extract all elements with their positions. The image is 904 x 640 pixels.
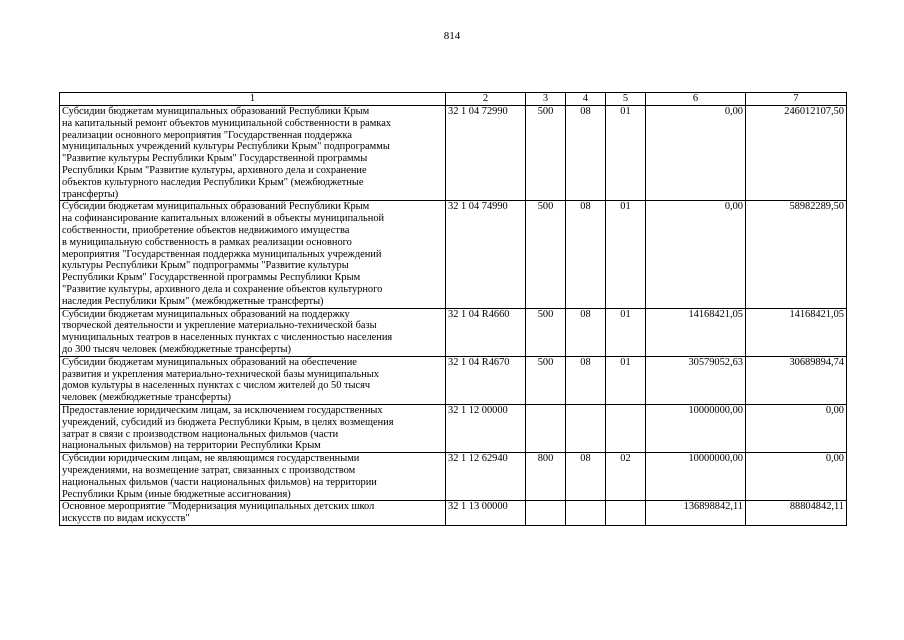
- table-row: [60, 501, 847, 526]
- row-description: [60, 308, 446, 356]
- description-line: национальных фильмов (части национальных фильмов) на территории: [62, 476, 377, 488]
- description-line: до 300 тысяч человек (межбюджетные трансферты): [62, 343, 291, 355]
- page-number: 814: [443, 30, 461, 42]
- description-line: творческой деятельности и укрепление материально-технической базы: [62, 320, 377, 332]
- amount-col6: 0,00: [646, 106, 746, 201]
- target-code: 32 1 12 62940: [446, 453, 526, 501]
- subsection: 01: [606, 308, 646, 356]
- table-header-row: [60, 93, 847, 106]
- target-code: 32 1 04 72990: [446, 106, 526, 201]
- table-row: [60, 201, 847, 308]
- budget-table: [59, 92, 847, 526]
- description-line: затрат в связи с производством национальных фильмов (части: [62, 428, 339, 440]
- header-cell: 6: [646, 93, 746, 106]
- description-line: муниципальных учреждений культуры Республики Крым" подпрограммы: [62, 141, 390, 153]
- description-line: домов культуры в населенных пунктах с числом жителей до 50 тысяч: [62, 380, 371, 392]
- expense-type: 500: [526, 356, 566, 404]
- description-line: учреждениями, на возмещение затрат, связанных с производством: [62, 464, 356, 476]
- amount-col6: 30579052,63: [646, 356, 746, 404]
- description-line: учреждений, субсидий из бюджета Республики Крым, в целях возмещения: [62, 416, 394, 428]
- table-row: [60, 356, 847, 404]
- target-code: 32 1 04 R4670: [446, 356, 526, 404]
- description-line: объектов культурного наследия Республики Крым" (межбюджетные: [62, 176, 364, 188]
- section: 08: [566, 106, 606, 201]
- subsection: 02: [606, 453, 646, 501]
- description-line: Субсидии юридическим лицам, не являющимся государственными: [62, 453, 360, 465]
- expense-type: 500: [526, 201, 566, 308]
- description-line: "Развитие культуры, архивного дела и сохранение объектов культурного: [62, 283, 383, 295]
- row-description: [60, 106, 446, 201]
- subsection: 01: [606, 356, 646, 404]
- description-line: Субсидии бюджетам муниципальных образований на обеспечение: [62, 356, 357, 368]
- amount-col6: 136898842,11: [646, 501, 746, 526]
- amount-col7: 246012107,50: [746, 106, 847, 201]
- description-line: на софинансирование капитальных вложений в объекты муниципальной: [62, 213, 385, 225]
- description-line: в муниципальную собственность в рамках реализации основного: [62, 236, 352, 248]
- amount-col7: 0,00: [746, 453, 847, 501]
- description-line: Предоставление юридическим лицам, за исключением государственных: [62, 404, 383, 416]
- description-line: Республики Крым "Развитие культуры, архивного дела и сохранение: [62, 164, 367, 176]
- amount-col7: 0,00: [746, 404, 847, 452]
- section: [566, 501, 606, 526]
- subsection: 01: [606, 201, 646, 308]
- description-line: собственности, приобретение объектов недвижимого имущества: [62, 224, 350, 236]
- row-description: [60, 404, 446, 452]
- description-line: Субсидии бюджетам муниципальных образований Республики Крым: [62, 201, 370, 213]
- amount-col7: 58982289,50: [746, 201, 847, 308]
- header-cell: 2: [446, 93, 526, 106]
- section: 08: [566, 201, 606, 308]
- amount-col7: 30689894,74: [746, 356, 847, 404]
- expense-type: 500: [526, 106, 566, 201]
- amount-col7: 88804842,11: [746, 501, 847, 526]
- amount-col7: 14168421,05: [746, 308, 847, 356]
- row-description: [60, 453, 446, 501]
- table-row: [60, 404, 847, 452]
- expense-type: 500: [526, 308, 566, 356]
- description-line: "Развитие культуры Республики Крым" Государственной программы: [62, 153, 368, 165]
- amount-col6: 14168421,05: [646, 308, 746, 356]
- section: 08: [566, 453, 606, 501]
- description-line: Республики Крым (иные бюджетные ассигнования): [62, 488, 291, 500]
- section: [566, 404, 606, 452]
- subsection: 01: [606, 106, 646, 201]
- row-description: [60, 201, 446, 308]
- row-description: [60, 356, 446, 404]
- description-line: человек (межбюджетные трансферты): [62, 392, 231, 404]
- header-cell: 3: [526, 93, 566, 106]
- target-code: 32 1 04 74990: [446, 201, 526, 308]
- description-line: наследия Республики Крым" (межбюджетные трансферты): [62, 295, 324, 307]
- section: 08: [566, 308, 606, 356]
- table-row: [60, 453, 847, 501]
- description-line: развития и укрепления материально-технической базы муниципальных: [62, 368, 379, 380]
- target-code: 32 1 12 00000: [446, 404, 526, 452]
- header-cell: 1: [60, 93, 446, 106]
- description-line: национальных фильмов) на территории Республики Крым: [62, 440, 321, 452]
- table-row: [60, 308, 847, 356]
- expense-type: 800: [526, 453, 566, 501]
- description-line: трансферты): [62, 188, 119, 200]
- description-line: Субсидии бюджетам муниципальных образований на поддержку: [62, 308, 350, 320]
- description-line: культуры Республики Крым" подпрограммы "Развитие культуры: [62, 260, 349, 272]
- header-cell: 5: [606, 93, 646, 106]
- section: 08: [566, 356, 606, 404]
- description-line: Субсидии бюджетам муниципальных образований Республики Крым: [62, 106, 370, 117]
- expense-type: [526, 404, 566, 452]
- amount-col6: 0,00: [646, 201, 746, 308]
- amount-col6: 10000000,00: [646, 453, 746, 501]
- subsection: [606, 501, 646, 526]
- row-description: [60, 501, 446, 526]
- header-cell: 4: [566, 93, 606, 106]
- description-line: Основное мероприятие "Модернизация муниципальных детских школ: [62, 501, 375, 513]
- subsection: [606, 404, 646, 452]
- description-line: Республики Крым" Государственной программы Республики Крым: [62, 272, 361, 284]
- header-cell: 7: [746, 93, 847, 106]
- description-line: мероприятия "Государственная поддержка муниципальных учреждений: [62, 248, 382, 260]
- description-line: муниципальных театров в населенных пунктах с численностью населения: [62, 332, 393, 344]
- description-line: реализации основного мероприятия "Государственная поддержка: [62, 129, 352, 141]
- expense-type: [526, 501, 566, 526]
- target-code: 32 1 04 R4660: [446, 308, 526, 356]
- description-line: на капитальный ремонт объектов муниципальной собственности в рамках: [62, 117, 392, 129]
- target-code: 32 1 13 00000: [446, 501, 526, 526]
- amount-col6: 10000000,00: [646, 404, 746, 452]
- table-row: [60, 106, 847, 201]
- description-line: искусств по видам искусств": [62, 513, 190, 525]
